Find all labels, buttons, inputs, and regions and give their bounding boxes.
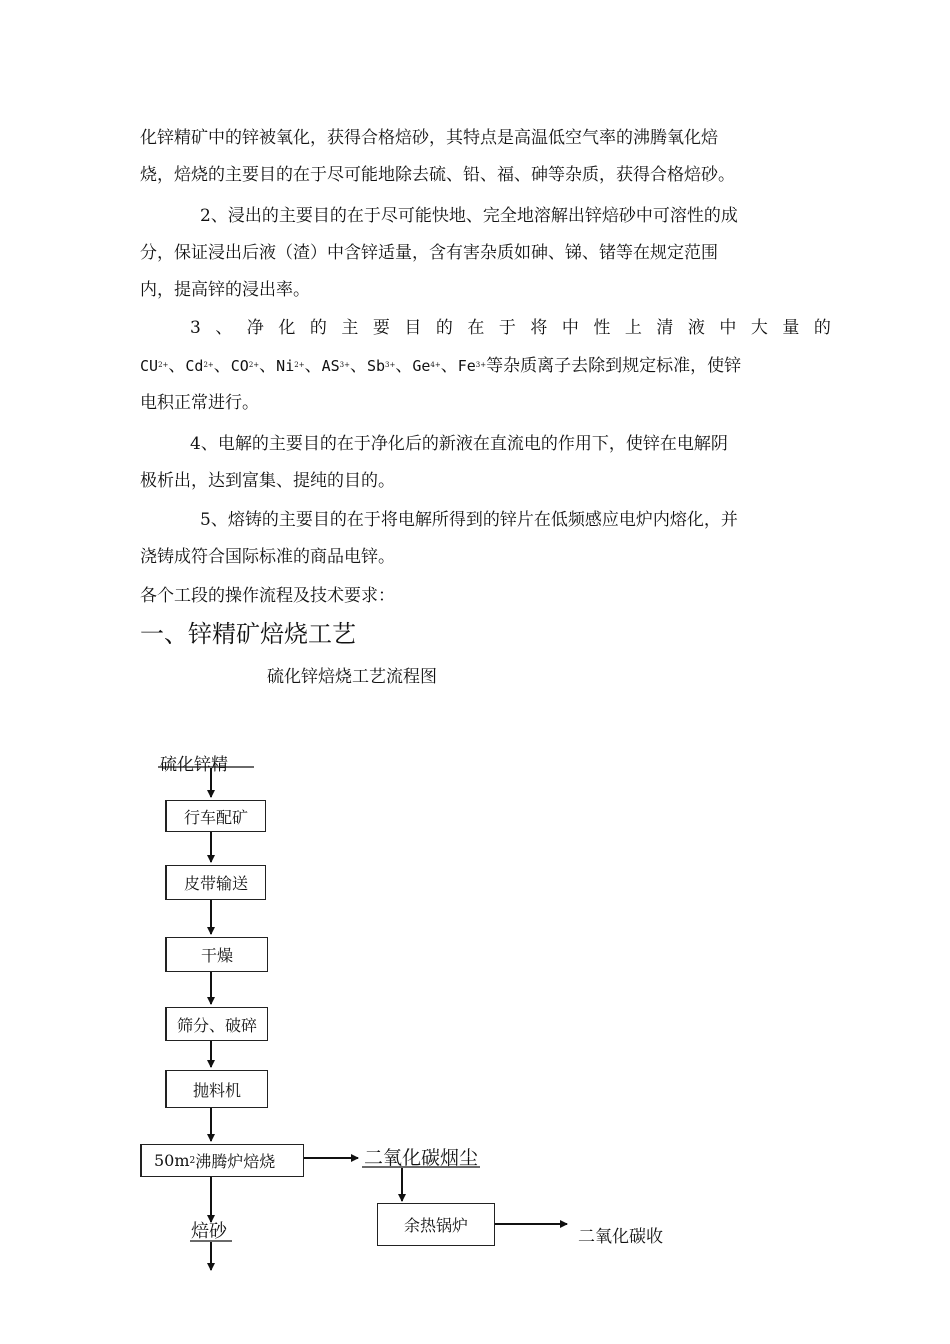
ion-charge: 2+ xyxy=(158,361,169,369)
ion-symbol: Ni xyxy=(276,357,295,375)
flow-step-1: 行车配矿 xyxy=(165,800,266,832)
ion-symbol: CU xyxy=(140,357,159,375)
flow-step-5: 抛料机 xyxy=(165,1070,268,1108)
ion-charge: 4+ xyxy=(430,361,441,369)
flow-roaster: 50m 2 沸腾炉焙烧 xyxy=(140,1144,304,1177)
ion-separator: 、 xyxy=(349,356,367,376)
flow-step-4: 筛分、破碎 xyxy=(165,1007,268,1041)
ion-separator: 、 xyxy=(168,356,186,376)
paragraph-4-line-1: 4、电解的主要目的在于净化后的新液在直流电的作用下，使锌在电解阴 xyxy=(190,434,728,454)
paragraph-5-line-1: 5、熔铸的主要目的在于将电解所得到的锌片在低频感应电炉内熔化，并 xyxy=(200,510,738,530)
ion-charge: 3+ xyxy=(475,361,487,369)
ion-symbol: Sb xyxy=(366,357,386,375)
calcine-label: 焙砂 xyxy=(191,1221,227,1242)
ion-symbol: Cd xyxy=(185,357,204,375)
flow-boiler: 余热锅炉 xyxy=(377,1203,495,1246)
ion-charge: 2+ xyxy=(203,361,214,369)
section-heading: 一、锌精矿焙烧工艺 xyxy=(140,620,356,648)
boiler-output-label: 二氧化碳收 xyxy=(578,1227,663,1247)
ion-symbol: Ge xyxy=(412,357,431,375)
ion-separator: 、 xyxy=(440,356,458,376)
ion-symbol: CO xyxy=(230,357,249,375)
ion-symbol: Fe xyxy=(457,357,476,375)
paragraph-3-line-1: 3、净化的主要目的在于将中性上清液中大量的 xyxy=(190,318,846,338)
paragraph-2-line-1: 2、浸出的主要目的在于尽可能快地、完全地溶解出锌焙砂中可溶性的成 xyxy=(200,206,738,226)
ion-symbol: AS xyxy=(321,357,340,375)
ion-charge: 3+ xyxy=(385,361,396,369)
gas-label: 二氧化碳烟尘 xyxy=(364,1147,479,1169)
ion-separator: 、 xyxy=(213,356,231,376)
start-label: 硫化锌精 xyxy=(160,755,228,775)
ion-separator: 、 xyxy=(259,356,277,376)
paragraph-3-line-3: 电积正常进行。 xyxy=(140,393,259,413)
paragraph-4-line-2: 极析出，达到富集、提纯的目的。 xyxy=(140,471,395,491)
paragraph-2-line-2: 分，保证浸出后液（渣）中含锌适量，含有害杂质如砷、锑、锗等在规定范围 xyxy=(140,243,718,263)
ion-line-tail: 等杂质离子去除到规定标准，使锌 xyxy=(486,356,742,376)
flow-step-2: 皮带输送 xyxy=(165,865,266,900)
ion-charge: 2+ xyxy=(294,361,305,369)
ion-separator: 、 xyxy=(395,356,413,376)
ion-charge: 3+ xyxy=(339,361,350,369)
flow-step-3: 干燥 xyxy=(165,937,268,972)
paragraph-5-line-2: 浇铸成符合国际标准的商品电锌。 xyxy=(140,547,395,567)
ion-charge: 2+ xyxy=(248,361,260,369)
figure-title: 硫化锌焙烧工艺流程图 xyxy=(267,667,437,687)
paragraph-1-line-1: 化锌精矿中的锌被氧化，获得合格焙砂，其特点是高温低空气率的沸腾氧化焙 xyxy=(140,128,718,148)
paragraph-2-line-3: 内，提高锌的浸出率。 xyxy=(140,280,310,300)
paragraph-1-line-2: 烧，焙烧的主要目的在于尽可能地除去硫、铅、福、砷等杂质，获得合格焙砂。 xyxy=(140,165,735,185)
paragraph-6-line-1: 各个工段的操作流程及技术要求： xyxy=(140,586,395,606)
ion-separator: 、 xyxy=(304,356,322,376)
